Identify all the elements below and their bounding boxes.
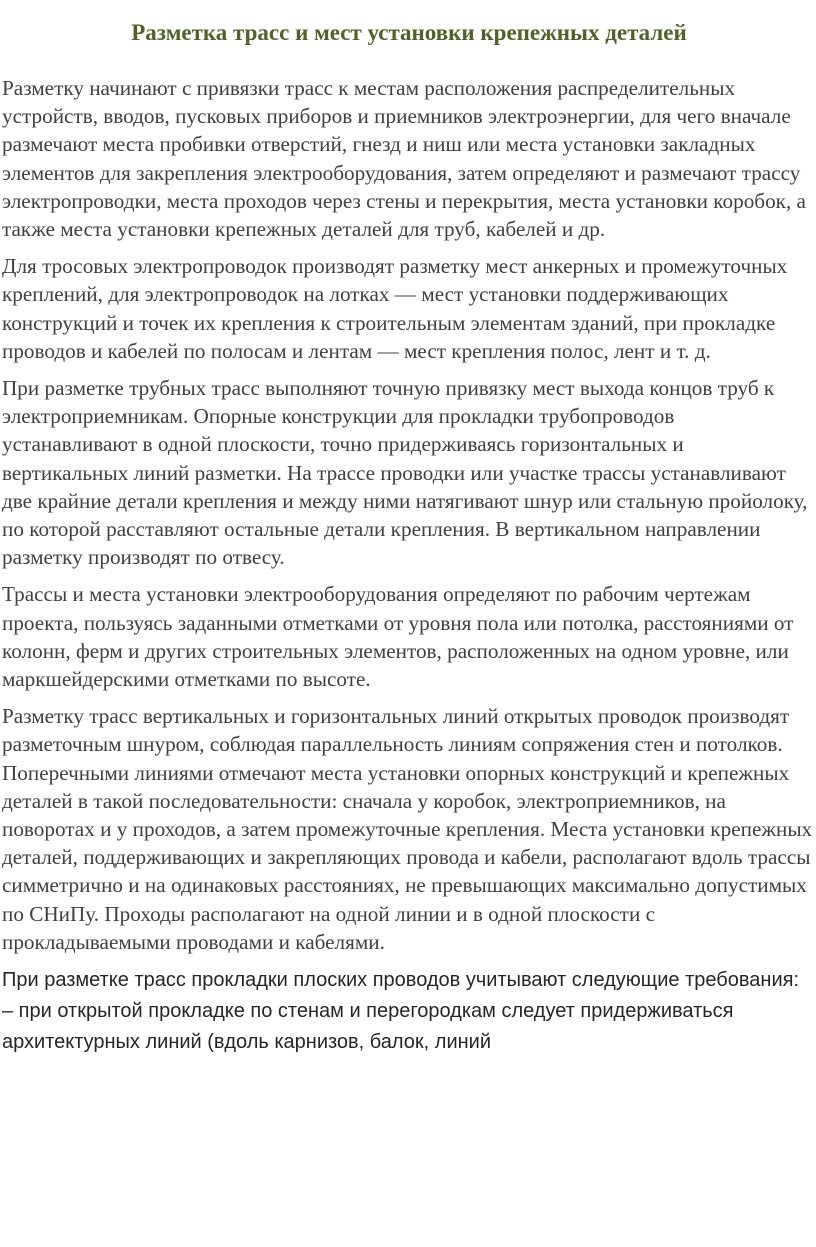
paragraph-intro: Разметку начинают с привязки трасс к местам расположения распределительных устройств, вводов, пусковых приборов и приемников электроэнергии, для чего вначале размечают места пробивки отверстий, гнезд и ниш или места установки закладных элементов для закрепления электрооборудования, затем определяют и размечают трассу электропроводки, места проходов через стены и перекрытия, места установки коробок, а также места установки крепежных деталей для труб, кабелей и др. bbox=[2, 75, 806, 241]
document-title: Разметка трасс и мест установки крепежных деталей bbox=[131, 20, 687, 45]
paragraph-cable-wiring: Для тросовых электропроводок производят разметку мест анкерных и промежуточных креплений, для электропроводок на лотках — мест установки поддерживающих конструкций и точек их крепления к строительным элементам зданий, при прокладке проводов и кабелей по полосам и лентам — мест крепления полос, лент и т. д. bbox=[2, 254, 788, 363]
requirements-intro: При разметке трасс прокладки плоских проводов учитывают следующие требования: bbox=[2, 968, 800, 991]
requirements-section bbox=[2, 965, 802, 1058]
paragraph-project-drawings: Трассы и места установки электрооборудования определяют по рабочим чертежам проекта, пользуясь заданными отметками от уровня пола или потолка, расстояниями от колонн, ферм и других строительных элементов, расположенных на одном уровне, или маркшейдерскими отметками по высоте. bbox=[2, 582, 794, 691]
paragraph-open-wiring: Разметку трасс вертикальных и горизонтальных линий открытых проводок производят разметочным шнуром, соблюдая параллельность линиям сопряжения стен и потолков. Поперечными линиями отмечают места установки опорных конструкций и крепежных деталей в такой последовательности: сначала у коробок, электроприемников, на поворотах и у проходов, а затем промежуточные крепления. Места установки крепежных деталей, поддерживающих и закрепляющих провода и кабели, располагают вдоль трассы симметрично и на одинаковых расстояниях, не превышающих максимально допустимых по СНиПу. Проходы располагают на одной линии и в одной плоскости с прокладываемыми проводами и кабелями. bbox=[2, 704, 813, 954]
paragraph-pipe-routes: При разметке трубных трасс выполняют точную привязку мест выхода концов труб к электроприемникам. Опорные конструкции для прокладки трубопроводов устанавливают в одной плоскости, точно придерживаясь горизонтальных и вертикальных линий разметки. На трассе проводки или участке трассы устанавливают две крайние детали крепления и между ними натягивают шнур или стальную пройолоку, по которой расставляют остальные детали крепления. В вертикальном направлении разметку производят по отвесу. bbox=[2, 375, 808, 570]
requirement-item: – при открытой прокладке по стенам и перегородкам следует придерживаться архитектурных линий (вдоль карнизов, балок, линий bbox=[2, 999, 734, 1053]
